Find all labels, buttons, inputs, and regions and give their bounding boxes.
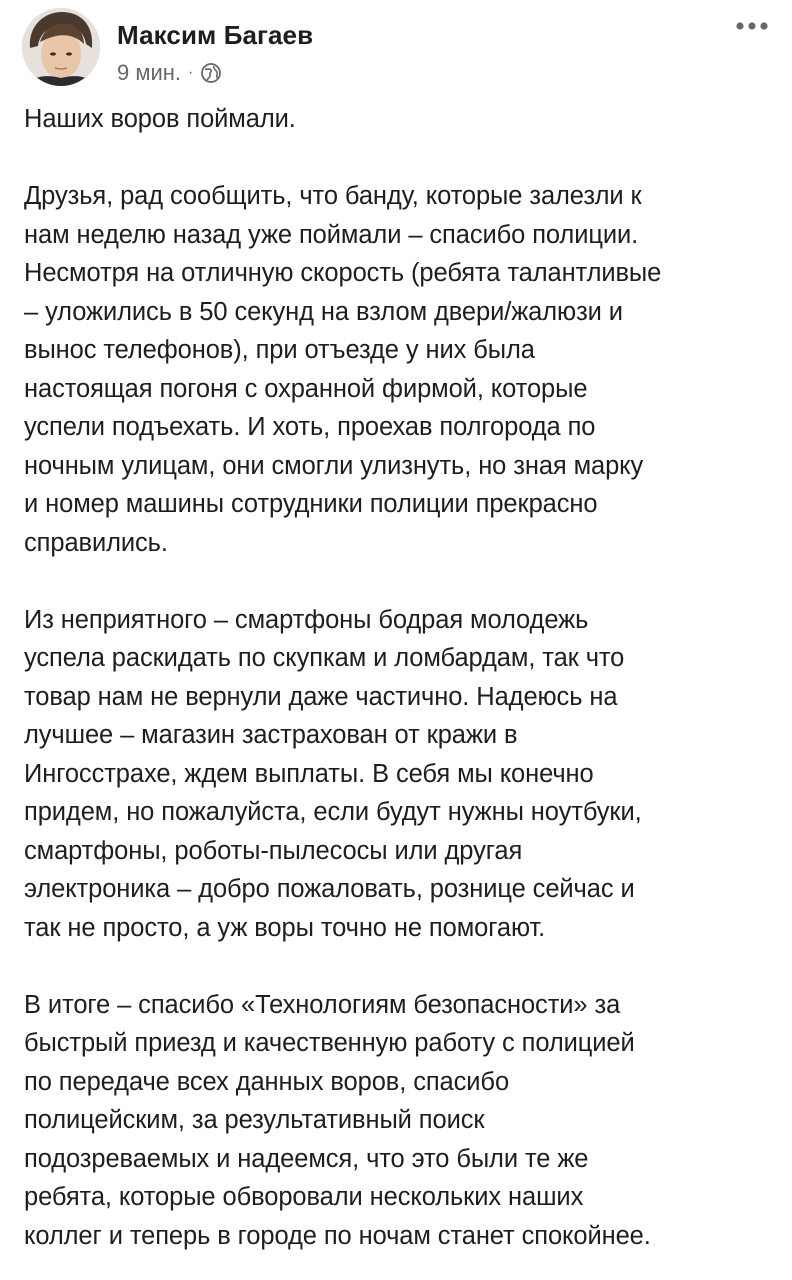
post-text bbox=[24, 100, 774, 1255]
post-paragraph-2: Друзья, рад сообщить, что банду, которые залезли к нам неделю назад уже поймали – спасибо полиции. Несмотря на отличную скорость (ребята талантливые – уложились в 50 секунд на взлом двери/жалюзи и вынос телефонов), при отъезде у них была настоящая погоня с охранной фирмой, которые успели подъехать. И хоть, проехав полгорода по ночным улицам, они смогли улизнуть, но зная марку и номер машины сотрудники полиции прекрасно справились. bbox=[24, 182, 662, 557]
post-paragraph-4: В итоге – спасибо «Технологиям безопасности» за быстрый приезд и качественную работу с полицией по передаче всех данных воров, спасибо полицейским, за результативный поиск подозреваемых и надеемся, что это были те же ребята, которые обворовали нескольких наших коллег и теперь в городе по ночам станет спокойнее. bbox=[24, 990, 651, 1250]
globe-icon[interactable] bbox=[200, 62, 222, 84]
post-timestamp[interactable]: 9 мин. bbox=[117, 60, 182, 85]
meta-separator: · bbox=[188, 64, 194, 81]
avatar[interactable] bbox=[22, 8, 100, 86]
author-name[interactable]: Максим Багаев bbox=[117, 20, 314, 50]
post-paragraph-1: Наших воров поймали. bbox=[24, 105, 296, 133]
post-meta bbox=[117, 60, 222, 86]
post-header bbox=[22, 8, 772, 88]
avatar-image bbox=[22, 8, 100, 86]
more-horizontal-icon bbox=[735, 21, 769, 31]
post-paragraph-3: Из неприятного – смартфоны бодрая молодежь успела раскидать по скупкам и ломбардам, так что товар нам не вернули даже частично. Надеюсь на лучшее – магазин застрахован от кражи в Ингосстрахе, ждем выплаты. В себя мы конечно придем, но пожалуйста, если будут нужны ноутбуки, смартфоны, роботы-пылесосы или другая электроника – добро пожаловать, рознице сейчас и так не просто, а уж воры точно не помогают. bbox=[24, 605, 642, 942]
more-options-button[interactable] bbox=[732, 12, 772, 40]
